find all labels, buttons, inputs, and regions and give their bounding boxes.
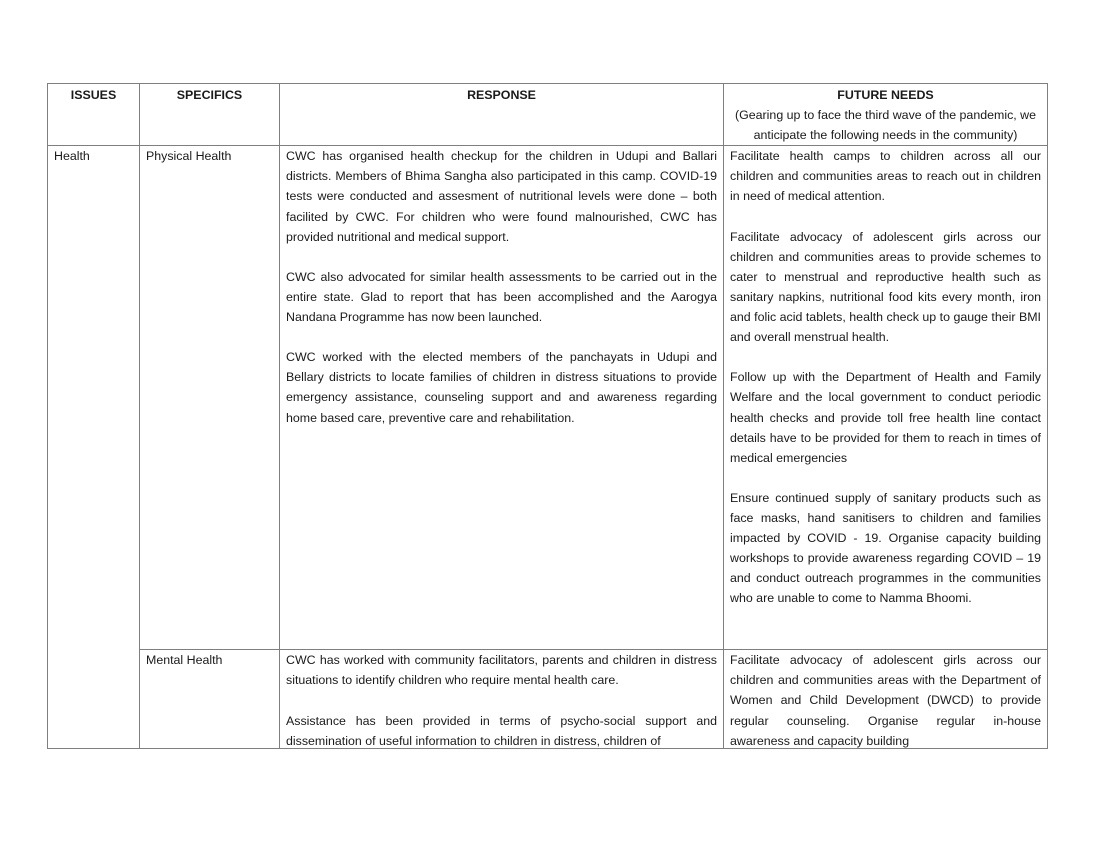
table-header-row	[48, 84, 1048, 146]
table-row	[48, 146, 1048, 650]
future-needs-cell	[724, 650, 1048, 749]
response-paragraph: CWC also advocated for similar health assessments to be carried out in the entire state. Glad to report that has been accomplished and the Aarogya Nandana Programme has now been launched.	[286, 269, 717, 325]
specific-cell: Mental Health	[140, 650, 280, 749]
header-future-needs-title: FUTURE NEEDS	[837, 88, 934, 102]
future-needs-paragraph: Facilitate advocacy of adolescent girls across our children and communities areas to provide schemes to cater to menstrual and reproductive health such as sanitary napkins, nutritional food kits every month, iron and folic acid tablets, health check up to gauge their BMI and overall menstrual health.	[730, 229, 1041, 345]
issue-cell: Health	[48, 146, 140, 749]
header-response: RESPONSE	[280, 84, 724, 146]
header-specifics: SPECIFICS	[140, 84, 280, 146]
header-issues: ISSUES	[48, 84, 140, 146]
future-needs-paragraph: Follow up with the Department of Health and Family Welfare and the local government to conduct periodic health checks and provide toll free health line contact details have to be provided for them to reach in times of medical emergencies	[730, 370, 1041, 465]
response-paragraph: CWC has worked with community facilitators, parents and children in distress situations to identify children who require mental health care.	[286, 653, 717, 688]
header-future-needs	[724, 84, 1048, 146]
response-paragraph: CWC worked with the elected members of the panchayats in Udupi and Bellary districts to locate families of children in distress situations to provide emergency assistance, counseling support and and awareness regarding home based care, preventive care and rehabilitation.	[286, 350, 717, 425]
specific-cell: Physical Health	[140, 146, 280, 650]
future-needs-paragraph: Ensure continued supply of sanitary products such as face masks, hand sanitisers to children and families impacted by COVID - 19. Organise capacity building workshops to provide awareness regarding COVID – 19 and conduct outreach programmes in the communities who are unable to come to Namma Bhoomi.	[730, 490, 1041, 606]
future-needs-paragraph: Facilitate advocacy of adolescent girls across our children and communities areas with the Department of Women and Child Development (DWCD) to provide regular counseling. Organise regular in-house awareness and capacity building	[730, 653, 1041, 748]
response-paragraph: CWC has organised health checkup for the children in Udupi and Ballari districts. Members of Bhima Sangha also participated in this camp. COVID-19 tests were conducted and assesment of nutritional levels were done – both facilited by CWC. For children who were found malnourished, CWC has provided nutritional and medical support.	[286, 149, 717, 244]
response-cell	[280, 146, 724, 650]
response-paragraph: Assistance has been provided in terms of psycho-social support and dissemination of useful information to children in distress, children of	[286, 713, 717, 748]
header-future-needs-subtitle: (Gearing up to face the third wave of the pandemic, we anticipate the following needs in the community)	[735, 108, 1036, 143]
response-cell	[280, 650, 724, 749]
future-needs-cell	[724, 146, 1048, 650]
future-needs-paragraph: Facilitate health camps to children across all our children and communities areas to reach out in children in need of medical attention.	[730, 149, 1041, 204]
table-row	[48, 650, 1048, 749]
issues-table	[47, 83, 1048, 749]
